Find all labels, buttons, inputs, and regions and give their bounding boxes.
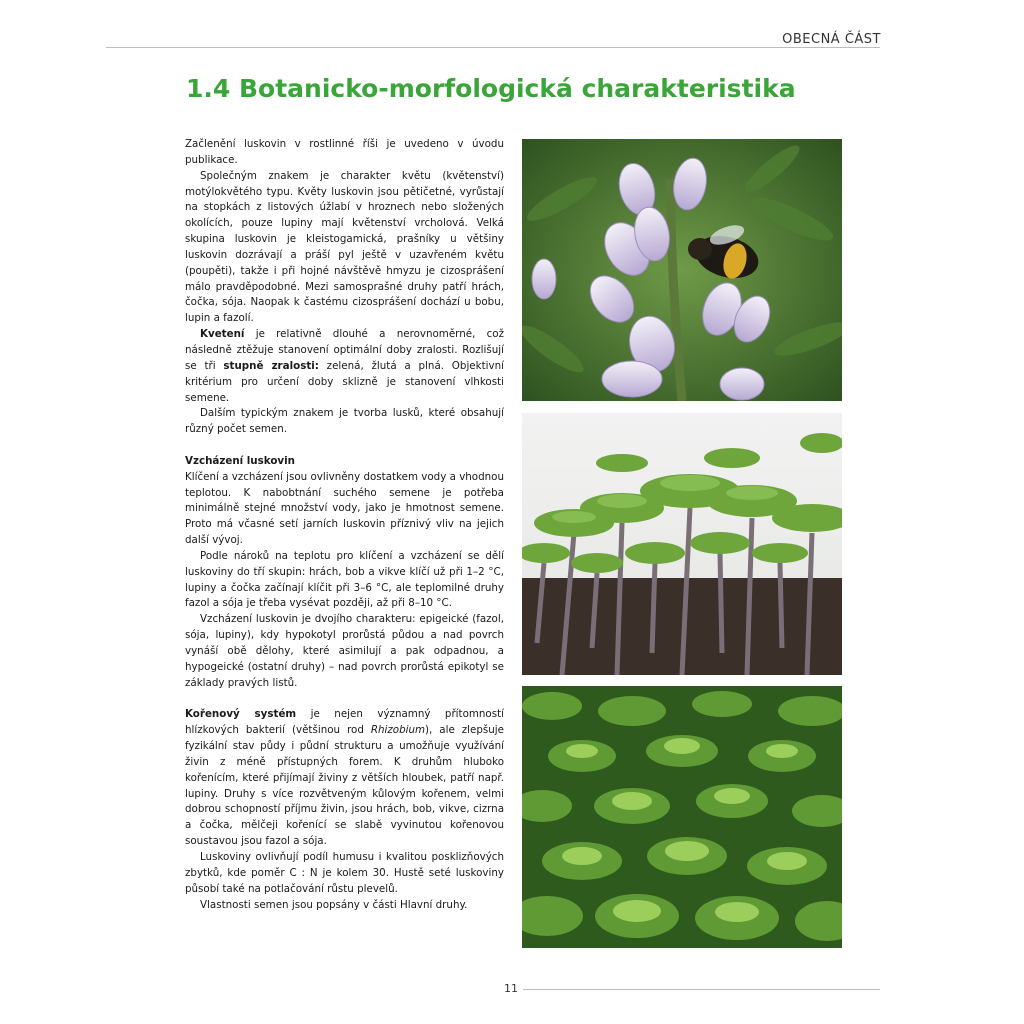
term-stupne-zralosti: stupně zralosti: [223, 359, 319, 372]
intro-paragraph-4: Dalším typickým znakem je tvorba lusků, které obsahují různý počet semen. [185, 407, 504, 436]
roots-paragraph-2: Luskoviny ovlivňují podíl humusu i kvalitou posklizňových zbytků, kde poměr C : N je kolem 30. Hustě seté luskoviny působí také na potlačování růstu plevelů. [185, 850, 504, 895]
intro-paragraph-3-text-a: je relativně dlouhé a nerovnoměrné, což následně ztěžuje stanovení optimální doby zralosti. Rozlišují se tři [185, 328, 504, 372]
roots-paragraph-1 [185, 707, 504, 850]
term-rhizobium: Rhizobium [370, 724, 426, 737]
page-number: 11 [504, 982, 518, 995]
emergence-paragraph-3: Vzcházení luskovin je dvojího charakteru: epigeické (fazol, sója, lupiny), kdy hypokotyl prorůstá půdou a nad povrch vynáší obě dělohy, které asimilují a pak odpadnou, a hypogeické (ostatní druhy) – nad povrch prorůstá epikotyl se základy pravých listů. [185, 613, 504, 689]
heading-emergence: Vzcházení luskovin [185, 454, 295, 467]
intro-paragraph-3-text-b: zelená, žlutá a plná. Objektivní kritérium pro určení doby sklizně je stanovení vlhkosti semene. [185, 359, 504, 404]
term-kveteni: Kvetení [200, 328, 245, 341]
intro-paragraph-1: Začlenění luskovin v rostlinné říši je uvedeno v úvodu publikace. [185, 138, 504, 166]
page-title: 1.4 Botanicko-morfologická charakteristika [186, 74, 796, 103]
photo-lupine-seedlings [522, 413, 842, 675]
intro-paragraph-2: Společným znakem je charakter květu (květenství) motýlokvětého typu. Květy luskovin jsou pětičetné, vyrůstají na stopkách z listových úžlabí v hroznech nebo složených okolících, pouze lupiny mají květenství vrcholová. Velká skupina luskovin je kleistogamická, prašníky u většiny luskovin dozrávají a práší pyl ještě v uzavřeném květu (poupěti), takže i při hojné návštěvě hmyzu je cizosprášení málo pravděpodobné. Mezi samosprašné druhy patří hrách, čočka, sója. Naopak k častému cizosprášení dochází u bobu, lupin a fazolí. [185, 169, 504, 325]
photo-soybean-canopy [522, 686, 842, 948]
term-root-system: Kořenový systém [185, 708, 297, 721]
roots-paragraph-3: Vlastnosti semen jsou popsány v části Hlavní druhy. [200, 898, 468, 911]
seedlings-illustration [522, 413, 842, 675]
emergence-paragraph-2: Podle nároků na teplotu pro klíčení a vzcházení se dělí luskoviny do tří skupin: hrách, bob a vikve klíčí už při 1–2 °C, lupiny a čočka začínají klíčit při 3–6 °C, ale teplomilné druhy fazol a sója je třeba vysévat později, až při 8–10 °C. [185, 549, 504, 610]
section-label: OBECNÁ ČÁST [782, 32, 881, 47]
emergence-paragraph-1: Klíčení a vzcházení jsou ovlivněny dostatkem vody a vhodnou teplotou. K nabobtnání suchého semene je potřeba minimálně stejné množství vody, jako je hmotnost semene. Proto má včasné setí jarních luskovin příznivý vliv na jejich další vývoj. [185, 470, 504, 547]
lupine-flower-illustration [522, 139, 842, 401]
body-text-column [185, 137, 504, 913]
footer-rule [523, 989, 880, 990]
roots-paragraph-1-text-b: ), ale zlepšuje fyzikální stav půdy i půdní strukturu a umožňuje využívání živin z méně přístupných forem. K druhům hluboko kořenícím, které přijímají živiny z větších hloubek, patří např. lupiny. Druhy s více rozvětveným kůlovým kořenem, velmi dobrou schopností příjmu živin, jsou hrách, bob, vikve, cizrna a čočka, mělčeji kořenící se slabě vyvinutou kořenovou soustavou jsou fazol a sója. [185, 724, 504, 848]
roots-paragraph-1-text-a: je nejen významný přítomností hlízkových bakterií (většinou rod [185, 708, 504, 737]
photo-lupine-flower-with-bumblebee [522, 139, 842, 401]
soybean-illustration [522, 686, 842, 948]
header-rule [106, 47, 880, 48]
intro-paragraph-3 [185, 327, 504, 406]
